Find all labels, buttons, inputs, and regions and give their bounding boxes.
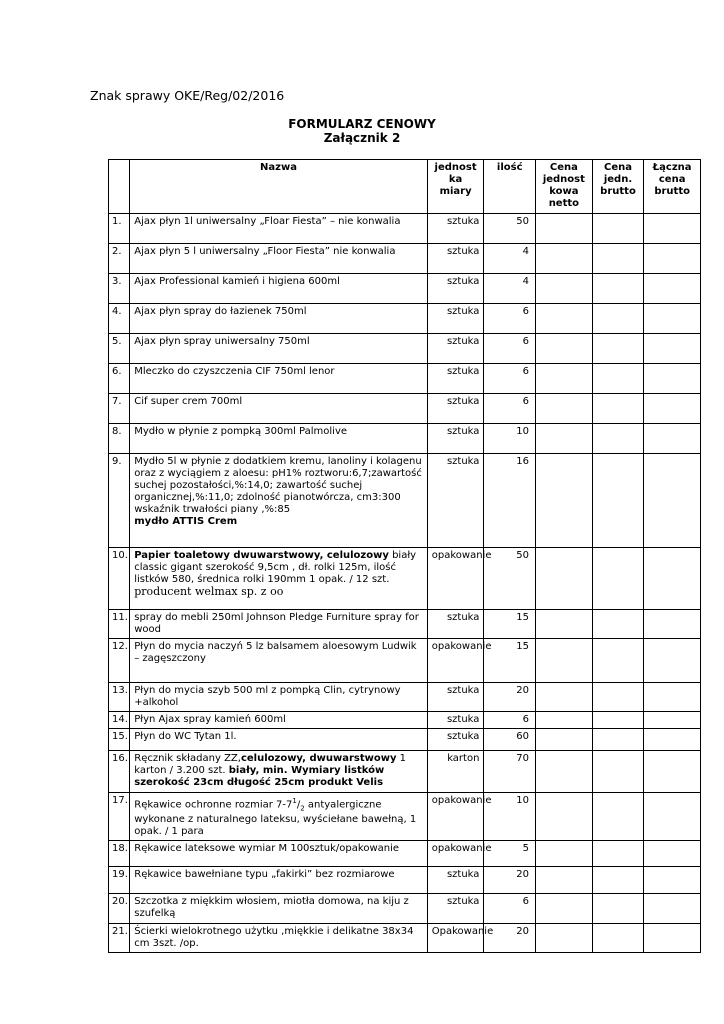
net-price-cell[interactable]	[536, 867, 593, 894]
item-qty: 5	[484, 841, 536, 867]
item-name-bold: Papier toaletowy dwuwarstwowy, celulozowy	[134, 550, 389, 561]
item-unit: sztuka	[427, 454, 484, 548]
item-unit: sztuka	[427, 304, 484, 334]
item-unit: karton	[427, 751, 484, 793]
form-title: FORMULARZ CENOWY	[288, 117, 436, 131]
item-name-producer: producent welmax sp. z oo	[134, 585, 284, 598]
row-number: 14.	[109, 712, 130, 729]
row-number: 9.	[109, 454, 130, 548]
table-row	[109, 867, 701, 894]
gross-price-cell[interactable]	[592, 751, 644, 793]
row-number: 8.	[109, 424, 130, 454]
row-number: 3.	[109, 274, 130, 304]
row-number: 4.	[109, 304, 130, 334]
total-gross-cell[interactable]	[644, 793, 701, 841]
item-name: Ajax płyn spray uniwersalny 750ml	[130, 334, 428, 364]
net-price-cell[interactable]	[536, 751, 593, 793]
header-no	[109, 160, 130, 214]
row-number: 16.	[109, 751, 130, 793]
gross-price-cell[interactable]	[592, 454, 644, 548]
table-row	[109, 751, 701, 793]
gross-price-cell[interactable]	[592, 274, 644, 304]
table-row	[109, 793, 701, 841]
item-qty: 60	[484, 729, 536, 751]
item-unit: sztuka	[427, 712, 484, 729]
row-number: 17.	[109, 793, 130, 841]
item-qty: 20	[484, 867, 536, 894]
row-number: 10.	[109, 548, 130, 610]
net-price-cell[interactable]	[536, 394, 593, 424]
gross-price-cell[interactable]	[592, 924, 644, 953]
table-row	[109, 364, 701, 394]
net-price-cell[interactable]	[536, 334, 593, 364]
total-gross-cell[interactable]	[644, 683, 701, 712]
item-qty: 6	[484, 894, 536, 924]
item-qty: 4	[484, 244, 536, 274]
row-number: 6.	[109, 364, 130, 394]
header-qty: ilość	[484, 160, 536, 214]
item-name-text: Ręcznik składany ZZ,	[134, 753, 241, 764]
item-name: Płyn do mycia naczyń 5 lz balsamem aloesowym Ludwik – zagęszczony	[130, 639, 428, 683]
table-row	[109, 683, 701, 712]
table-row	[109, 639, 701, 683]
net-price-cell[interactable]	[536, 639, 593, 683]
total-gross-cell[interactable]	[644, 751, 701, 793]
item-name-text: Mydło 5l w płynie z dodatkiem kremu, lanoliny i kolagenu oraz z wyciągiem z aloesu: pH1% roztworu:6,7;zawartość suchej pozostałości,%:14,0; zawartość suchej organicznej,%:11,0; zdolność pianotwórcza, cm3:300 wskaźnik trwałości piany ,%:85	[134, 456, 422, 515]
row-number: 21.	[109, 924, 130, 953]
item-unit: sztuka	[427, 394, 484, 424]
item-name: spray do mebli 250ml Johnson Pledge Furniture spray for wood	[130, 610, 428, 639]
item-name: Płyn do mycia szyb 500 ml z pompką Clin, cytrynowy +alkohol	[130, 683, 428, 712]
item-name-text: Rękawice ochronne rozmiar 7-7	[134, 799, 293, 811]
item-name-bold: mydło ATTIS Crem	[134, 516, 238, 527]
row-number: 15.	[109, 729, 130, 751]
net-price-cell[interactable]	[536, 424, 593, 454]
item-unit: sztuka	[427, 364, 484, 394]
item-unit: opakowanie	[427, 548, 484, 610]
table-row	[109, 924, 701, 953]
item-qty: 4	[484, 274, 536, 304]
net-price-cell[interactable]	[536, 924, 593, 953]
row-number: 18.	[109, 841, 130, 867]
total-gross-cell[interactable]	[644, 214, 701, 244]
gross-price-cell[interactable]	[592, 639, 644, 683]
gross-price-cell[interactable]	[592, 394, 644, 424]
item-unit: opakowanie	[427, 793, 484, 841]
total-gross-cell[interactable]	[644, 304, 701, 334]
total-gross-cell[interactable]	[644, 274, 701, 304]
header-gross-price: Cena jedn. brutto	[592, 160, 644, 214]
item-name: Ścierki wielokrotnego użytku ,miękkie i delikatne 38x34 cm 3szt. /op.	[130, 924, 428, 953]
fraction-denominator: 2	[300, 804, 305, 813]
table-row	[109, 274, 701, 304]
gross-price-cell[interactable]	[592, 334, 644, 364]
row-number: 20.	[109, 894, 130, 924]
table-row	[109, 424, 701, 454]
gross-price-cell[interactable]	[592, 712, 644, 729]
row-number: 11.	[109, 610, 130, 639]
item-qty: 50	[484, 548, 536, 610]
total-gross-cell[interactable]	[644, 729, 701, 751]
item-unit: opakowanie	[427, 639, 484, 683]
item-name: Płyn Ajax spray kamień 600ml	[130, 712, 428, 729]
net-price-cell[interactable]	[536, 244, 593, 274]
item-qty: 15	[484, 639, 536, 683]
item-qty: 16	[484, 454, 536, 548]
row-number: 13.	[109, 683, 130, 712]
item-unit: sztuka	[427, 894, 484, 924]
item-name-text: 1 karton / 3.200 szt.	[134, 753, 407, 776]
net-price-cell[interactable]	[536, 454, 593, 548]
total-gross-cell[interactable]	[644, 639, 701, 683]
net-price-cell[interactable]	[536, 304, 593, 334]
item-name-bold: celulozowy, dwuwarstwowy	[240, 753, 397, 764]
item-qty: 70	[484, 751, 536, 793]
item-name: Szczotka z miękkim włosiem, miotła domowa, na kiju z szufelką	[130, 894, 428, 924]
net-price-cell[interactable]	[536, 610, 593, 639]
row-number: 19.	[109, 867, 130, 894]
item-unit: sztuka	[427, 244, 484, 274]
total-gross-cell[interactable]	[644, 364, 701, 394]
fraction-numerator: 1	[292, 797, 297, 805]
item-qty: 10	[484, 424, 536, 454]
item-unit: sztuka	[427, 867, 484, 894]
gross-price-cell[interactable]	[592, 841, 644, 867]
item-name-text: antyalergiczne wykonane z naturalnego lateksu, wyściełane bawełną, 1 opak. / 1 para	[134, 799, 417, 838]
net-price-cell[interactable]	[536, 364, 593, 394]
item-name	[130, 793, 428, 841]
table-row	[109, 841, 701, 867]
item-unit: sztuka	[427, 683, 484, 712]
item-name: Ajax Professional kamień i higiena 600ml	[130, 274, 428, 304]
item-unit: sztuka	[427, 274, 484, 304]
item-unit: Opakowanie	[427, 924, 484, 953]
item-qty: 20	[484, 683, 536, 712]
row-number: 7.	[109, 394, 130, 424]
total-gross-cell[interactable]	[644, 244, 701, 274]
item-name: Cif super crem 700ml	[130, 394, 428, 424]
row-number: 1.	[109, 214, 130, 244]
row-number: 12.	[109, 639, 130, 683]
net-price-cell[interactable]	[536, 729, 593, 751]
item-name: Ajax płyn 5 l uniwersalny „Floor Fiesta” nie konwalia	[130, 244, 428, 274]
total-gross-cell[interactable]	[644, 454, 701, 548]
row-number: 5.	[109, 334, 130, 364]
table-row	[109, 334, 701, 364]
item-unit: sztuka	[427, 729, 484, 751]
item-name: Mleczko do czyszczenia CIF 750ml lenor	[130, 364, 428, 394]
net-price-cell[interactable]	[536, 793, 593, 841]
gross-price-cell[interactable]	[592, 793, 644, 841]
gross-price-cell[interactable]	[592, 364, 644, 394]
total-gross-cell[interactable]	[644, 924, 701, 953]
item-unit: sztuka	[427, 214, 484, 244]
item-qty: 20	[484, 924, 536, 953]
item-qty: 6	[484, 394, 536, 424]
header-unit: jednost ka miary	[427, 160, 484, 214]
item-name	[130, 548, 428, 610]
fraction-slash: /	[296, 799, 301, 811]
total-gross-cell[interactable]	[644, 334, 701, 364]
header-row	[109, 160, 701, 214]
total-gross-cell[interactable]	[644, 394, 701, 424]
gross-price-cell[interactable]	[592, 867, 644, 894]
item-name: Płyn do WC Tytan 1l.	[130, 729, 428, 751]
gross-price-cell[interactable]	[592, 244, 644, 274]
table-row	[109, 894, 701, 924]
table-row	[109, 394, 701, 424]
total-gross-cell[interactable]	[644, 894, 701, 924]
net-price-cell[interactable]	[536, 712, 593, 729]
gross-price-cell[interactable]	[592, 729, 644, 751]
table-row	[109, 244, 701, 274]
item-qty: 15	[484, 610, 536, 639]
table-row	[109, 304, 701, 334]
net-price-cell[interactable]	[536, 894, 593, 924]
item-name: Ajax płyn 1l uniwersalny „Floar Fiesta” – nie konwalia	[130, 214, 428, 244]
total-gross-cell[interactable]	[644, 867, 701, 894]
item-unit: sztuka	[427, 334, 484, 364]
item-unit: sztuka	[427, 424, 484, 454]
table-row	[109, 548, 701, 610]
net-price-cell[interactable]	[536, 214, 593, 244]
case-reference: Znak sprawy OKE/Reg/02/2016	[90, 88, 285, 103]
item-unit: sztuka	[427, 610, 484, 639]
table-row	[109, 729, 701, 751]
attachment-label: Załącznik 2	[323, 131, 401, 145]
total-gross-cell[interactable]	[644, 610, 701, 639]
item-qty: 10	[484, 793, 536, 841]
gross-price-cell[interactable]	[592, 214, 644, 244]
net-price-cell[interactable]	[536, 683, 593, 712]
gross-price-cell[interactable]	[592, 683, 644, 712]
total-gross-cell[interactable]	[644, 548, 701, 610]
table-row	[109, 214, 701, 244]
gross-price-cell[interactable]	[592, 304, 644, 334]
net-price-cell[interactable]	[536, 548, 593, 610]
net-price-cell[interactable]	[536, 274, 593, 304]
item-name	[130, 454, 428, 548]
item-unit: opakowanie	[427, 841, 484, 867]
total-gross-cell[interactable]	[644, 424, 701, 454]
row-number: 2.	[109, 244, 130, 274]
gross-price-cell[interactable]	[592, 894, 644, 924]
gross-price-cell[interactable]	[592, 424, 644, 454]
table-row	[109, 610, 701, 639]
header-net-price: Cena jednost kowa netto	[536, 160, 593, 214]
item-name	[130, 751, 428, 793]
net-price-cell[interactable]	[536, 841, 593, 867]
total-gross-cell[interactable]	[644, 712, 701, 729]
item-name: Ajax płyn spray do łazienek 750ml	[130, 304, 428, 334]
item-name: Rękawice lateksowe wymiar M 100sztuk/opakowanie	[130, 841, 428, 867]
item-qty: 50	[484, 214, 536, 244]
item-qty: 6	[484, 364, 536, 394]
gross-price-cell[interactable]	[592, 548, 644, 610]
price-form-table	[108, 159, 701, 953]
header-total-gross: Łączna cena brutto	[644, 160, 701, 214]
gross-price-cell[interactable]	[592, 610, 644, 639]
header-name: Nazwa	[130, 160, 428, 214]
item-qty: 6	[484, 304, 536, 334]
item-name: Rękawice bawełniane typu „fakirki” bez rozmiarowe	[130, 867, 428, 894]
table-row	[109, 712, 701, 729]
item-qty: 6	[484, 712, 536, 729]
item-name: Mydło w płynie z pompką 300ml Palmolive	[130, 424, 428, 454]
table-row	[109, 454, 701, 548]
item-qty: 6	[484, 334, 536, 364]
item-name-text: biały classic gigant szerokość 9,5cm , dł. rolki 125m, ilość listków 580, średnica rolki 190mm 1 opak. / 12 szt.	[134, 550, 417, 585]
item-name-bold: biały, min. Wymiary listków szerokość 23cm długość 25cm produkt Velis	[134, 765, 385, 788]
total-gross-cell[interactable]	[644, 841, 701, 867]
